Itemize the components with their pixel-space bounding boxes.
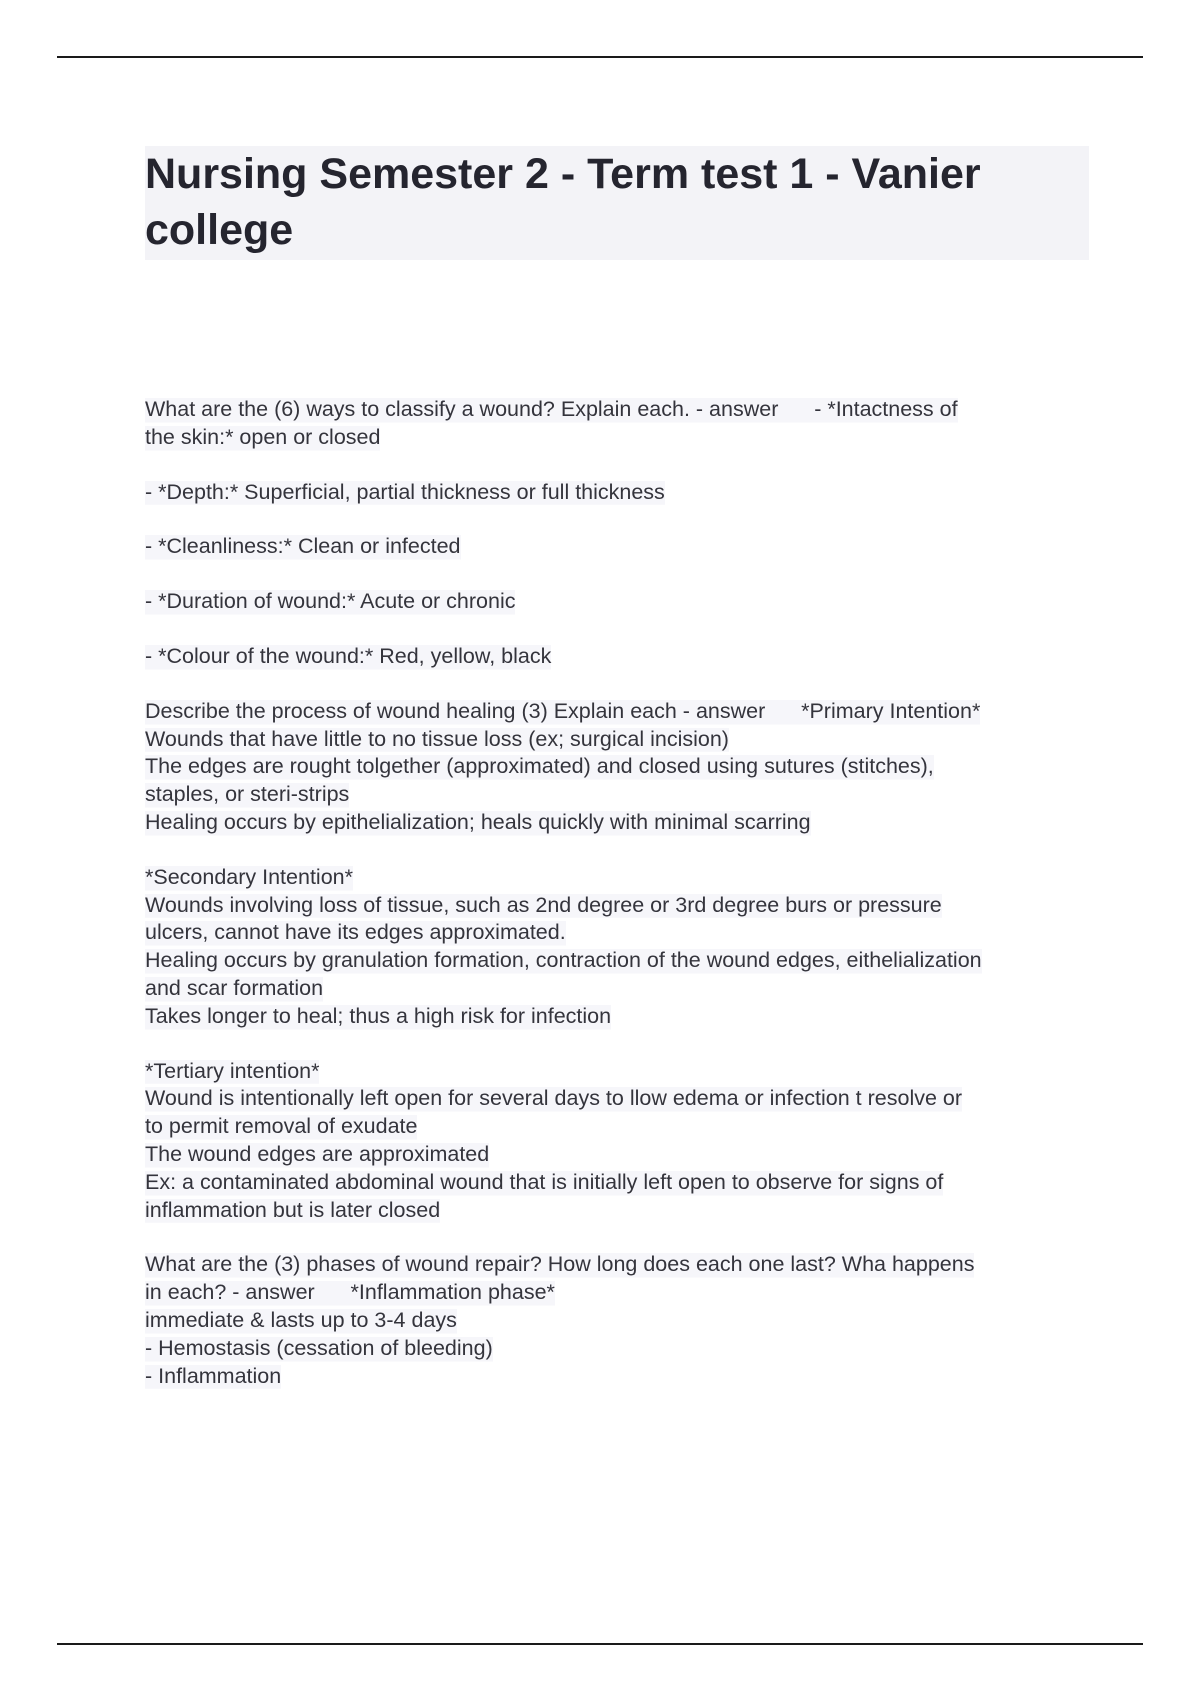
text-line: Describe the process of wound healing (3) Explain each - answer *Primary Intention* xyxy=(145,698,980,726)
document-body xyxy=(145,396,1089,1390)
paragraph-gap xyxy=(145,506,1089,533)
paragraph-gap xyxy=(145,837,1089,864)
text-line: - Hemostasis (cessation of bleeding) xyxy=(145,1335,493,1363)
paragraph-gap xyxy=(145,1031,1089,1058)
text-line: - *Colour of the wound:* Red, yellow, black xyxy=(145,643,551,671)
text-line: immediate & lasts up to 3-4 days xyxy=(145,1307,457,1335)
text-line: *Secondary Intention* xyxy=(145,864,353,892)
text-line: ulcers, cannot have its edges approximated. xyxy=(145,919,566,947)
text-line: - *Cleanliness:* Clean or infected xyxy=(145,533,461,561)
paragraph-gap xyxy=(145,561,1089,588)
text-line: - *Depth:* Superficial, partial thickness or full thickness xyxy=(145,479,665,507)
text-line: Wounds involving loss of tissue, such as 2nd degree or 3rd degree burs or pressure xyxy=(145,892,942,920)
text-line: - Inflammation xyxy=(145,1363,281,1391)
bottom-rule xyxy=(57,1643,1143,1645)
paragraph-gap xyxy=(145,452,1089,479)
text-line: staples, or steri-strips xyxy=(145,781,349,809)
text-line: Ex: a contaminated abdominal wound that is initially left open to observe for signs of xyxy=(145,1169,943,1197)
text-line: The wound edges are approximated xyxy=(145,1141,489,1169)
text-line: the skin:* open or closed xyxy=(145,424,380,452)
top-rule xyxy=(57,56,1143,58)
text-line: Wound is intentionally left open for several days to llow edema or infection t resolve or xyxy=(145,1085,962,1113)
text-line: Wounds that have little to no tissue loss (ex; surgical incision) xyxy=(145,726,729,754)
paragraph-gap xyxy=(145,1224,1089,1251)
text-line: What are the (6) ways to classify a wound? Explain each. - answer - *Intactness of xyxy=(145,396,958,424)
text-line: - *Duration of wound:* Acute or chronic xyxy=(145,588,515,616)
title-block xyxy=(145,146,1089,260)
text-line: *Tertiary intention* xyxy=(145,1058,319,1086)
text-line: inflammation but is later closed xyxy=(145,1197,440,1225)
text-line: What are the (3) phases of wound repair? How long does each one last? Wha happens xyxy=(145,1251,974,1279)
text-line: Healing occurs by granulation formation, contraction of the wound edges, eithelialization xyxy=(145,947,982,975)
page-title: Nursing Semester 2 - Term test 1 - Vanier college xyxy=(145,150,981,254)
paragraph-gap xyxy=(145,616,1089,643)
text-line: Healing occurs by epithelialization; heals quickly with minimal scarring xyxy=(145,809,811,837)
text-line: and scar formation xyxy=(145,975,323,1003)
text-line: in each? - answer *Inflammation phase* xyxy=(145,1279,555,1307)
text-line: The edges are rought tolgether (approximated) and closed using sutures (stitches), xyxy=(145,753,934,781)
text-line: to permit removal of exudate xyxy=(145,1113,417,1141)
paragraph-gap xyxy=(145,671,1089,698)
text-line: Takes longer to heal; thus a high risk for infection xyxy=(145,1003,611,1031)
